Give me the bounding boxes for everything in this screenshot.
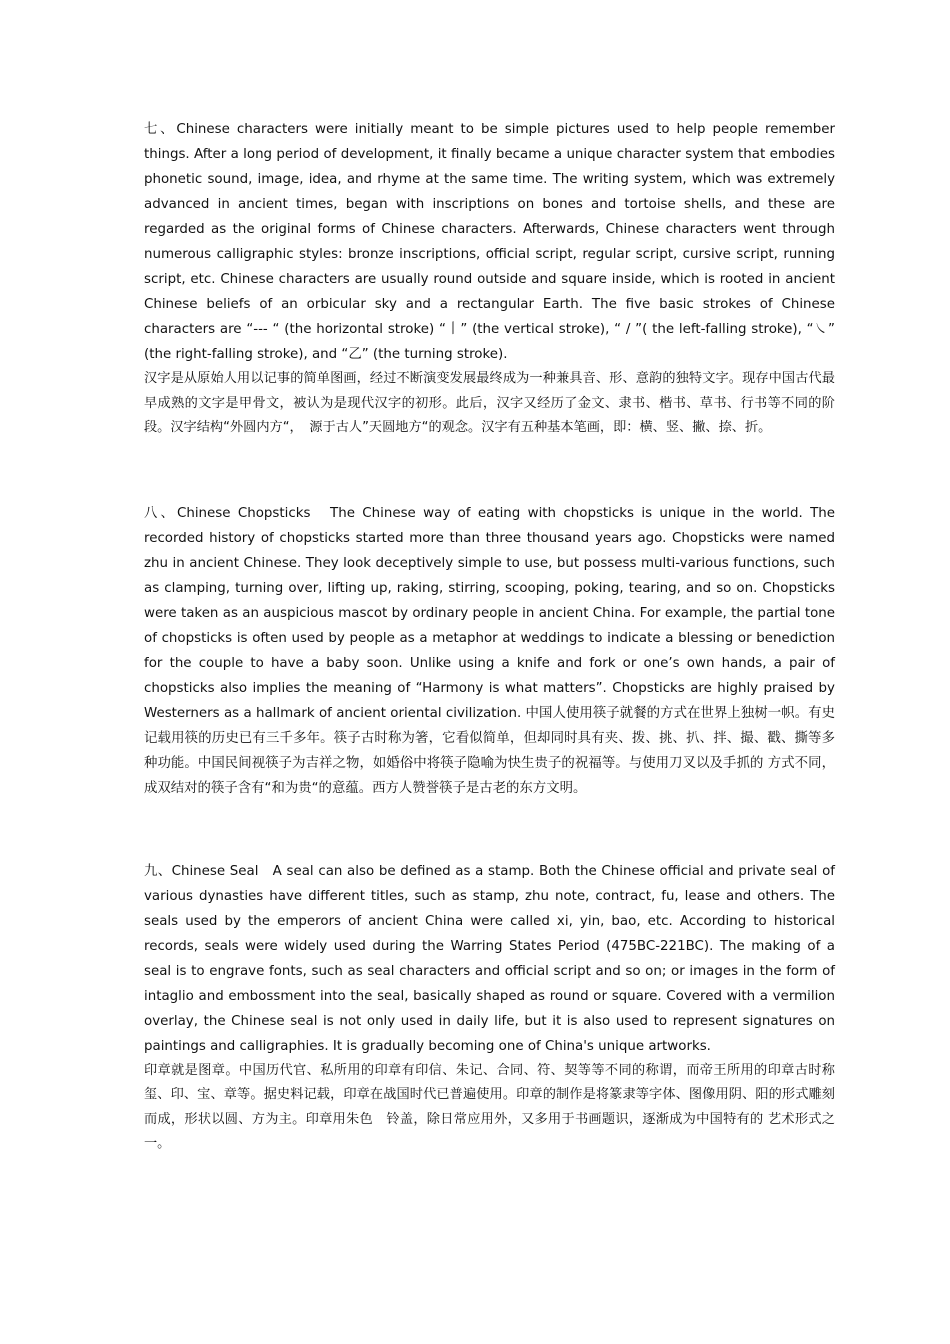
english-paragraph: 七、Chinese characters were initially meant to be simple pictures used to help people remember things. After a long period of development, it finally became a unique character system that embodies phonetic sound, image, idea, and rhyme at the same time. The writing system, which was extremely advanced in ancient times, began with inscriptions on bones and tortoise shells, and these are regarded as the original forms of Chinese characters. Afterwards, Chinese characters went through numerous calligraphic styles: bronze inscriptions, official script, regular script, cursive script, running script, etc. Chinese characters are usually round outside and square inside, which is rooted in ancient Chinese beliefs of an orbicular sky and a rectangular Earth. The five basic strokes of Chinese characters are “--- “ (the horizontal stroke) “丨” (the vertical stroke), “ / ”( the left-falling stroke), “㇏” (the right-falling stroke), and “乙” (the turning stroke).: [144, 122, 835, 362]
chinese-text: 中国人使用筷子就餐的方式在世界上独树一帜。有史记载用筷的历史已有三千多年。筷子古时称为箸，它看似简单，但却同时具有夹、拨、挑、扒、拌、撮、戳、撕等多种功能。中国民间视筷子为吉祥之物，如婚俗中将筷子隐喻为快生贵子的祝福等。与使用刀叉以及手抓的 方式不同，成双结对的筷子含有“和为贵“的意蕴。西方人赞誉筷子是古老的东方文明。: [144, 705, 835, 796]
english-paragraph: 九、Chinese Seal A seal can also be defined as a stamp. Both the Chinese official and private seal of various dynasties have different titles, such as stamp, zhu note, contract, fu, lease and others. The seals used by the emperors of ancient China were called xi, yin, bao, etc. According to historical records, seals were widely used during the Warring States Period (475BC-221BC). The making of a seal is to engrave fonts, such as seal characters and official script and so on; or images in the form of intaglio and embossment into the seal, basically shaped as round or square. Covered with a vermilion overlay, the Chinese seal is not only used in daily life, but it is also used to represent signatures on paintings and calligraphies. It is gradually becoming one of China's unique artworks.: [144, 863, 835, 1054]
section-chinese-seal: [144, 859, 835, 1157]
section-spacer: [144, 441, 835, 501]
chinese-paragraph: 印章就是图章。中国历代官、私所用的印章有印信、朱记、合同、符、契等等不同的称谓，而帝王所用的印章古时称玺、印、宝、章等。据史料记载，印章在战国时代已普遍使用。印章的制作是将篆隶等字体、图像用阴、阳的形式雕刻而成，形状以圆、方为主。印章用朱色 铃盖，除日常应用外，又多用于书画题识，逐渐成为中国特有的 艺术形式之一。: [144, 1062, 835, 1151]
document-page: [144, 117, 835, 1157]
section-chinese-chopsticks: [144, 501, 835, 801]
section-spacer: [144, 801, 835, 859]
english-paragraph: [144, 501, 835, 801]
chinese-paragraph: 汉字是从原始人用以记事的简单图画，经过不断演变发展最终成为一种兼具音、形、意韵的独特文字。现存中国古代最早成熟的文字是甲骨文，被认为是现代汉字的初形。此后，汉字又经历了金文、隶书、楷书、草书、行书等不同的阶段。汉字结构“外圆内方“， 源于古人”天圆地方“的观念。汉字有五种基本笔画，即：横、竖、撇、捺、折。: [144, 371, 835, 435]
english-text: 八、Chinese Chopsticks The Chinese way of eating with chopsticks is unique in the world. The recorded history of chopsticks started more than three thousand years ago. Chopsticks were named zhu in ancient Chinese. They look deceptively simple to use, but possess multi-various functions, such as clamping, turning over, lifting up, raking, stirring, scooping, poking, tearing, and so on. Chopsticks were taken as an auspicious mascot by ordinary people in ancient China. For example, the partial tone of chopsticks is often used by people as a metaphor at weddings to indicate a blessing or benediction for the couple to have a baby soon. Unlike using a knife and fork or one’s own hands, a pair of chopsticks also implies the meaning of “Harmony is what matters”. Chopsticks are highly praised by Westerners as a hallmark of ancient oriental civilization.: [144, 505, 835, 721]
section-chinese-characters: [144, 117, 835, 441]
